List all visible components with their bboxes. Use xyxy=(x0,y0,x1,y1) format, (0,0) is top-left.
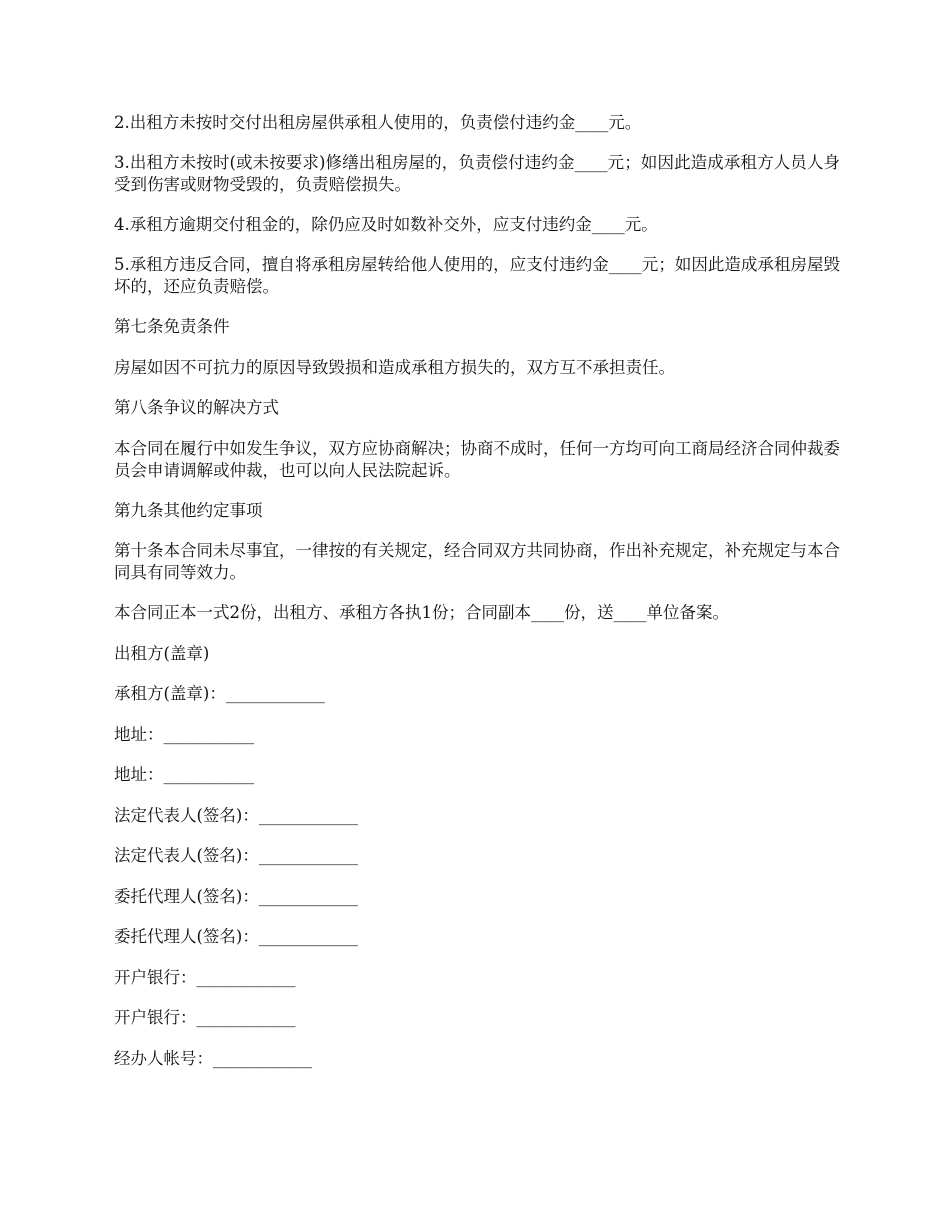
bank-line-2: 开户银行：____________ xyxy=(114,1008,296,1027)
agent-line-1: 委托代理人(签名)：____________ xyxy=(114,886,358,906)
article-8-heading: 第八条争议的解决方式 xyxy=(114,398,279,417)
legal-rep-line-2: 法定代表人(签名)：____________ xyxy=(114,846,358,865)
clause-3-landlord-repair: 3.出租方未按时(或未按要求)修缮出租房屋的，负责偿付违约金____元；如因此造成承租方人员人身受到伤害或财物受毁的，负责赔偿损失。 xyxy=(114,153,840,194)
article-7-heading: 第七条免责条件 xyxy=(114,317,230,336)
agent-line-2: 委托代理人(签名)：____________ xyxy=(114,927,358,946)
tenant-seal-line: 承租方(盖章)：____________ xyxy=(114,684,325,703)
article-10-body: 第十条本合同未尽事宜，一律按的有关规定，经合同双方共同协商，作出补充规定，补充规定与本合同具有同等效力。 xyxy=(114,541,840,582)
address-line-2: 地址：___________ xyxy=(114,765,255,784)
bank-line-1: 开户银行：____________ xyxy=(114,967,296,987)
document-page xyxy=(114,112,840,1088)
article-7-body: 房屋如因不可抗力的原因导致毁损和造成承租方损失的，双方互不承担责任。 xyxy=(114,357,675,377)
copies-clause: 本合同正本一式2份，出租方、承租方各执1份；合同副本____份，送____单位备案。 xyxy=(114,603,729,622)
clause-2-landlord-late-delivery: 2.出租方未按时交付出租房屋供承租人使用的，负责偿付违约金____元。 xyxy=(114,113,642,132)
article-8-body: 本合同在履行中如发生争议，双方应协商解决；协商不成时，任何一方均可向工商局经济合同仲裁委员会申请调解或仲裁，也可以向人民法院起诉。 xyxy=(114,438,840,480)
address-line-1: 地址：___________ xyxy=(114,724,255,744)
handler-account-line: 经办人帐号：____________ xyxy=(114,1048,312,1068)
legal-rep-line-1: 法定代表人(签名)：____________ xyxy=(114,805,358,825)
clause-5-tenant-sublet: 5.承租方违反合同，擅自将承租房屋转给他人使用的，应支付违约金____元；如因此造成承租房屋毁坏的，还应负责赔偿。 xyxy=(114,255,840,296)
landlord-seal-line: 出租方(盖章) xyxy=(114,643,210,663)
article-9-heading: 第九条其他约定事项 xyxy=(114,500,263,520)
clause-4-tenant-late-rent: 4.承租方逾期交付租金的，除仍应及时如数补交外，应支付违约金____元。 xyxy=(114,215,658,234)
